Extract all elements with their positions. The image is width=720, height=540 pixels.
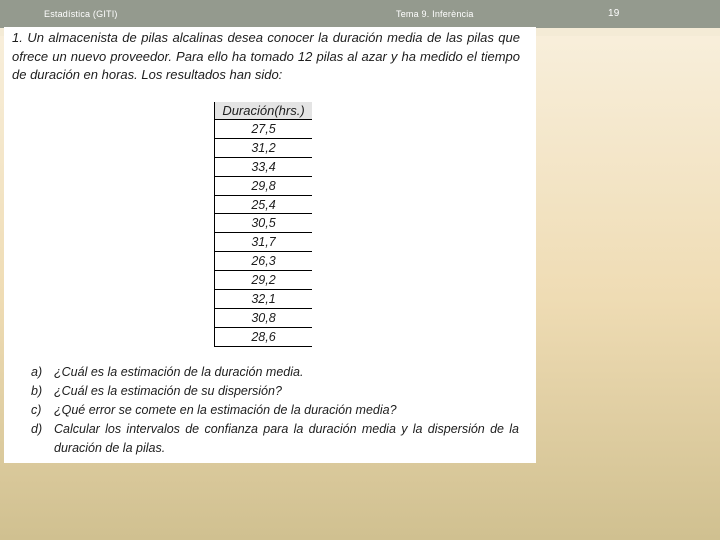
question-text: ¿Cuál es la estimación de la duración media. bbox=[54, 365, 304, 379]
exercise-panel bbox=[4, 27, 536, 463]
question-item bbox=[31, 401, 519, 420]
duration-cell: 30,8 bbox=[215, 308, 313, 327]
question-item bbox=[31, 382, 519, 401]
question-letter: c) bbox=[31, 403, 42, 417]
question-item bbox=[31, 363, 519, 382]
question-item bbox=[31, 420, 519, 458]
topic-title: Tema 9. Inferència bbox=[396, 9, 474, 19]
question-list bbox=[31, 363, 519, 458]
question-letter: a) bbox=[31, 365, 43, 379]
question-text: ¿Cuál es la estimación de su dispersión? bbox=[54, 384, 282, 398]
duration-cell: 29,8 bbox=[215, 176, 313, 195]
duration-cell: 28,6 bbox=[215, 327, 313, 346]
page-number: 19 bbox=[608, 8, 620, 19]
duration-cell: 26,3 bbox=[215, 252, 313, 271]
course-title: Estadística (GITI) bbox=[44, 9, 118, 19]
duration-cell: 32,1 bbox=[215, 290, 313, 309]
question-letter: b) bbox=[31, 384, 43, 398]
header-bar bbox=[0, 0, 720, 28]
duration-cell: 30,5 bbox=[215, 214, 313, 233]
question-text: ¿Qué error se comete en la estimación de la duración media? bbox=[54, 403, 397, 417]
duration-table-header: Duración(hrs.) bbox=[215, 102, 313, 120]
question-letter: d) bbox=[31, 422, 43, 436]
duration-cell: 31,2 bbox=[215, 138, 313, 157]
question-text: Calcular los intervalos de confianza para la duración media y la dispersión de la duración de la pilas. bbox=[54, 422, 519, 455]
duration-cell: 27,5 bbox=[215, 120, 313, 139]
duration-cell: 29,2 bbox=[215, 271, 313, 290]
duration-table bbox=[214, 102, 312, 347]
exercise-statement: 1. Un almacenista de pilas alcalinas desea conocer la duración media de las pilas que ofrece un nuevo proveedor. Para ello ha tomado 12 pilas al azar y ha medido el tiempo de duración en horas. Los resultados han sido: bbox=[12, 30, 520, 82]
duration-cell: 31,7 bbox=[215, 233, 313, 252]
duration-cell: 33,4 bbox=[215, 157, 313, 176]
duration-cell: 25,4 bbox=[215, 195, 313, 214]
